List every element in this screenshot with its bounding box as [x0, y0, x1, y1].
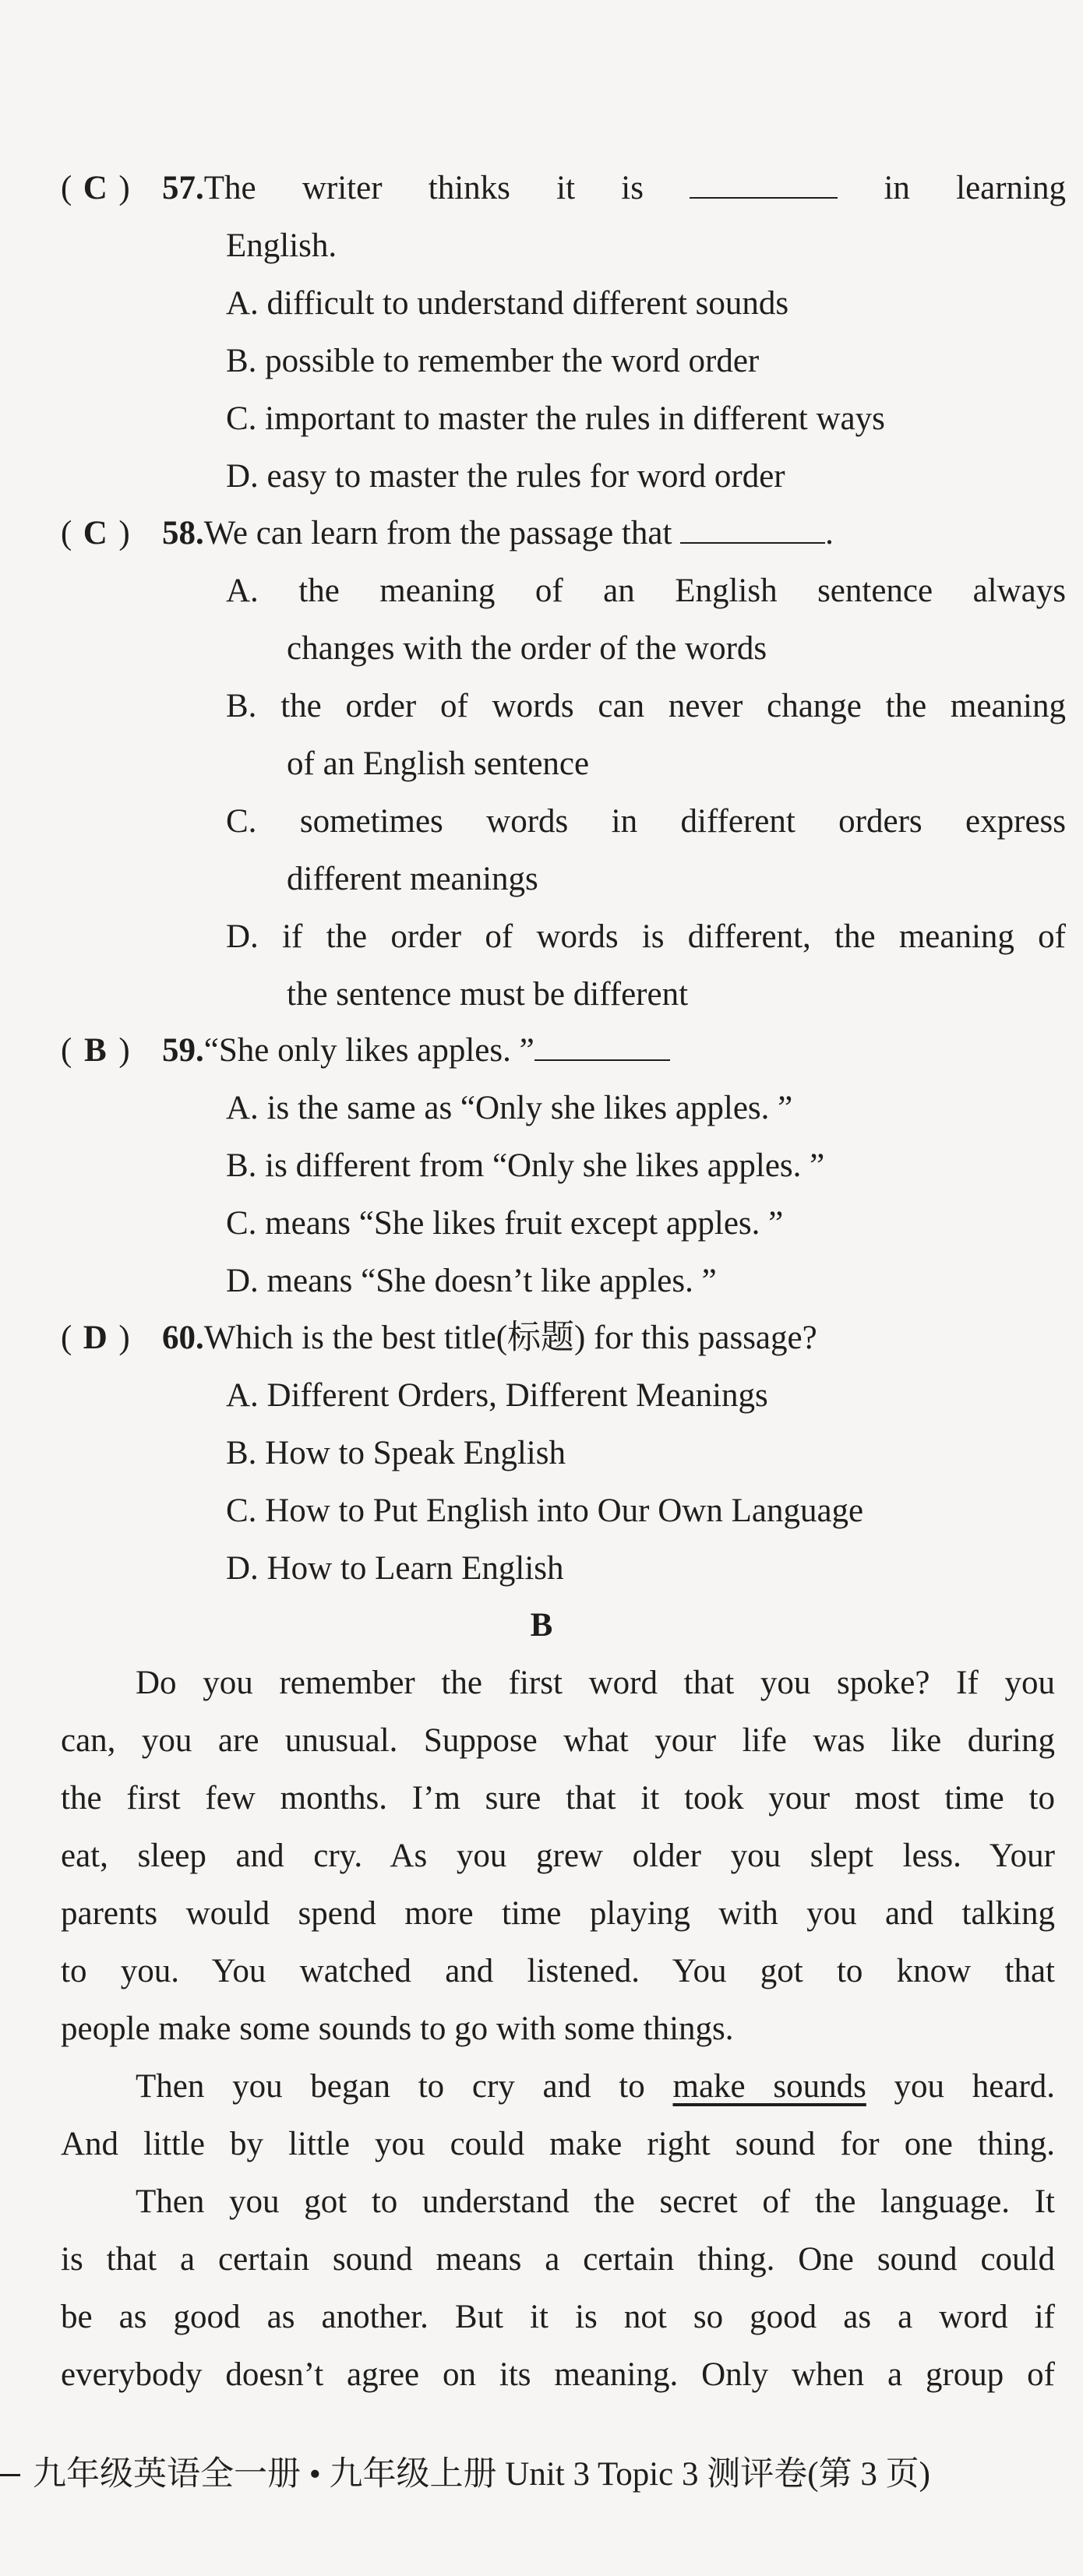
- option-d: D. easy to master the rules for word order: [226, 458, 785, 495]
- answer-bracket: ( D ): [61, 1320, 130, 1356]
- option-a: A. the meaning of an English sentence always: [226, 573, 1066, 609]
- option-d: D. if the order of words is different, the meaning of: [226, 918, 1066, 955]
- section-heading: B: [530, 1607, 553, 1644]
- passage-line: can, you are unusual. Suppose what your life was like during: [61, 1722, 1055, 1759]
- option-c: C. How to Put English into Our Own Language: [226, 1492, 864, 1529]
- answer-bracket: ( C ): [61, 515, 130, 551]
- passage-line: Then you got to understand the secret of the language. It: [136, 2183, 1055, 2220]
- question-stem-cont: English.: [226, 227, 337, 264]
- question-number: 58.: [162, 515, 204, 551]
- passage-paragraph-3: [61, 2173, 1055, 2404]
- option-a: A. Different Orders, Different Meanings: [226, 1377, 768, 1414]
- passage-line: everybody doesn’t agree on its meaning. Only when a group of: [61, 2356, 1055, 2393]
- question-stem: We can learn from the passage that .: [204, 505, 1066, 562]
- option-c: C. sometimes words in different orders express: [226, 803, 1066, 840]
- question-number: 57.: [162, 170, 204, 206]
- question-stem: Which is the best title(标题) for this passage?: [203, 1320, 817, 1356]
- option-c: C. important to master the rules in different ways: [226, 400, 885, 437]
- option-c: C. means “She likes fruit except apples. ”: [226, 1205, 784, 1242]
- question-stem: The writer thinks it is in learning: [204, 160, 1066, 217]
- passage-line: people make some sounds to go with some things.: [61, 2010, 734, 2047]
- option-b: B. the order of words can never change the meaning: [226, 688, 1066, 724]
- option-d: D. How to Learn English: [226, 1550, 564, 1587]
- question-stem: “She only likes apples. ”: [204, 1022, 1066, 1080]
- passage-line: eat, sleep and cry. As you grew older you slept less. Your: [61, 1838, 1055, 1874]
- option-b: B. How to Speak English: [226, 1435, 566, 1471]
- answer-bracket: ( C ): [61, 170, 130, 206]
- passage-line: And little by little you could make right sound for one thing.: [61, 2126, 1055, 2162]
- underlined-phrase: make sounds: [672, 2068, 866, 2105]
- passage-line: Do you remember the first word that you spoke? If you: [136, 1665, 1055, 1701]
- page-footer: [0, 2446, 1083, 2504]
- question-58: [61, 505, 1066, 1024]
- passage-paragraph-1: [61, 1654, 1055, 2058]
- answer-bracket: ( B ): [61, 1032, 130, 1069]
- answer-blank: [534, 1028, 670, 1061]
- question-59: [61, 1022, 1066, 1310]
- option-b-cont: of an English sentence: [287, 745, 590, 782]
- option-d-cont: the sentence must be different: [287, 976, 689, 1013]
- option-a-cont: changes with the order of the words: [287, 630, 767, 667]
- option-a: A. difficult to understand different sounds: [226, 285, 789, 322]
- option-d: D. means “She doesn’t like apples. ”: [226, 1263, 717, 1299]
- answer-blank: [690, 166, 838, 199]
- option-c-cont: different meanings: [287, 861, 538, 897]
- passage-line: be as good as another. But it is not so good as a word if: [61, 2299, 1055, 2335]
- question-60: [61, 1309, 1066, 1598]
- passage-paragraph-2: [61, 2058, 1055, 2173]
- option-a: A. is the same as “Only she likes apples. ”: [226, 1090, 793, 1126]
- question-57: [61, 160, 1066, 506]
- passage-line: parents would spend more time playing with you and talking: [61, 1895, 1055, 1932]
- passage-line: is that a certain sound means a certain thing. One sound could: [61, 2241, 1055, 2278]
- question-number: 60.: [162, 1320, 204, 1356]
- option-b: B. possible to remember the word order: [226, 343, 760, 379]
- passage-line: Then you began to cry and to make sounds you heard.: [136, 2068, 1056, 2105]
- passage-line: the first few months. I’m sure that it took your most time to: [61, 1780, 1055, 1817]
- answer-blank: [680, 511, 825, 544]
- passage-line: to you. You watched and listened. You got to know that: [61, 1953, 1055, 1989]
- footer-text: 九年级英语全一册 • 九年级上册 Unit 3 Topic 3 测评卷(第 3 页): [33, 2456, 930, 2493]
- option-b: B. is different from “Only she likes apples. ”: [226, 1147, 825, 1184]
- footer-rule: [0, 2474, 20, 2476]
- question-number: 59.: [162, 1032, 204, 1069]
